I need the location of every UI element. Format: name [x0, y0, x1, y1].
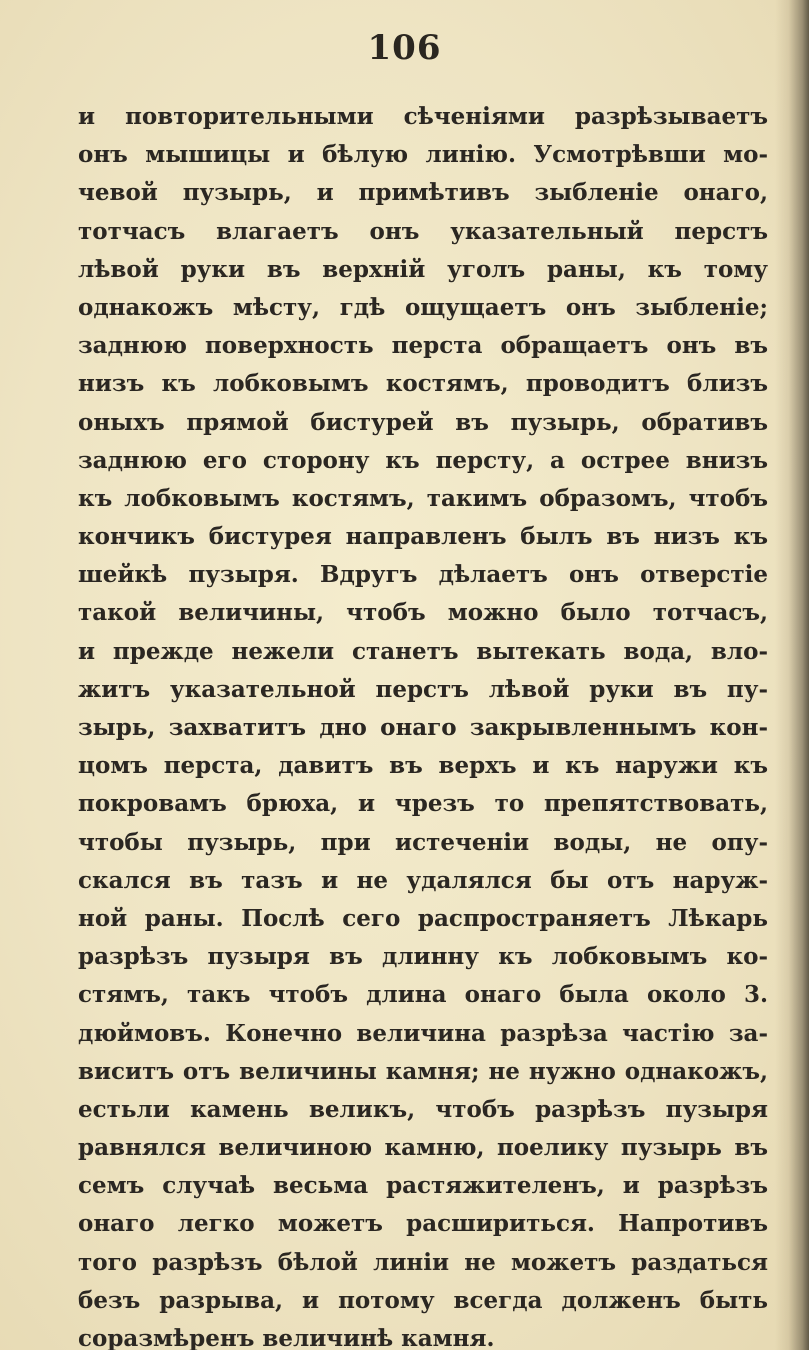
text-line: дюймовъ. Конечно величина разрѣза частію за- [78, 1019, 768, 1047]
text-line: чевой пузырь, и примѣтивъ зыбленіе онаго, [78, 179, 768, 207]
text-line: онъ мышицы и бѣлую линію. Усмотрѣвши мо- [78, 141, 768, 169]
text-line: заднюю поверхность перста обращаетъ онъ въ [78, 332, 768, 360]
text-line: равнялся величиною камню, поелику пузырь въ [78, 1134, 768, 1162]
page-edge-shadow [775, 0, 809, 1350]
text-line: тотчасъ влагаетъ онъ указательный перстъ [78, 217, 768, 245]
text-line: лѣвой руки въ верхній уголъ раны, къ тому [78, 255, 768, 283]
text-line: ной раны. Послѣ сего распространяетъ Лѣкарь [78, 904, 768, 932]
text-line: къ лобковымъ костямъ, такимъ образомъ, чтобъ [78, 484, 768, 512]
text-line: зырь, захватитъ дно онаго закрывленнымъ кон- [78, 714, 768, 741]
text-line: естьли камень великъ, чтобъ разрѣзъ пузыря [78, 1095, 768, 1123]
text-line: чтобы пузырь, при истеченіи воды, не опу- [78, 828, 768, 856]
text-line: скался въ тазъ и не удалялся бы отъ наруж- [78, 866, 768, 894]
text-line: житъ указательной перстъ лѣвой руки въ пу- [78, 675, 768, 703]
text-line: безъ разрыва, и потому всегда долженъ быть [78, 1286, 768, 1314]
text-line: покровамъ брюха, и чрезъ то препятствовать, [78, 790, 768, 818]
text-line: соразмѣренъ величинѣ камня. [78, 1325, 495, 1350]
text-line: и прежде нежели станетъ вытекать вода, вло- [78, 637, 768, 665]
text-line: заднюю его сторону къ персту, а острее внизъ [78, 446, 768, 474]
text-line: разрѣзъ пузыря въ длинну къ лобковымъ ко- [78, 943, 768, 971]
text-line: семъ случаѣ весьма растяжителенъ, и разрѣзъ [78, 1172, 768, 1200]
text-line: шейкѣ пузыря. Вдругъ дѣлаетъ онъ отверстіе [78, 561, 768, 589]
text-line: онаго легко можетъ расшириться. Напротивъ [78, 1210, 768, 1238]
body-text [78, 98, 768, 1350]
page-number: 106 [367, 28, 442, 68]
text-line: кончикъ бистурея направленъ былъ въ низъ къ [78, 523, 768, 551]
text-line: того разрѣзъ бѣлой линіи не можетъ раздаться [78, 1248, 768, 1276]
text-line: виситъ отъ величины камня; не нужно однакожъ, [78, 1057, 768, 1085]
text-line: цомъ перста, давитъ въ верхъ и къ наружи къ [78, 752, 768, 780]
text-line: низъ къ лобковымъ костямъ, проводитъ близъ [78, 370, 768, 398]
text-line: и повторительными сѣченіями разрѣзываетъ [78, 103, 768, 130]
text-line: оныхъ прямой бистурей въ пузырь, обративъ [78, 408, 768, 436]
text-line: однакожъ мѣсту, гдѣ ощущаетъ онъ зыбленіе; [78, 293, 768, 321]
text-line: стямъ, такъ чтобъ длина онаго была около 3. [78, 981, 768, 1009]
text-line: такой величины, чтобъ можно было тотчасъ, [78, 599, 768, 627]
